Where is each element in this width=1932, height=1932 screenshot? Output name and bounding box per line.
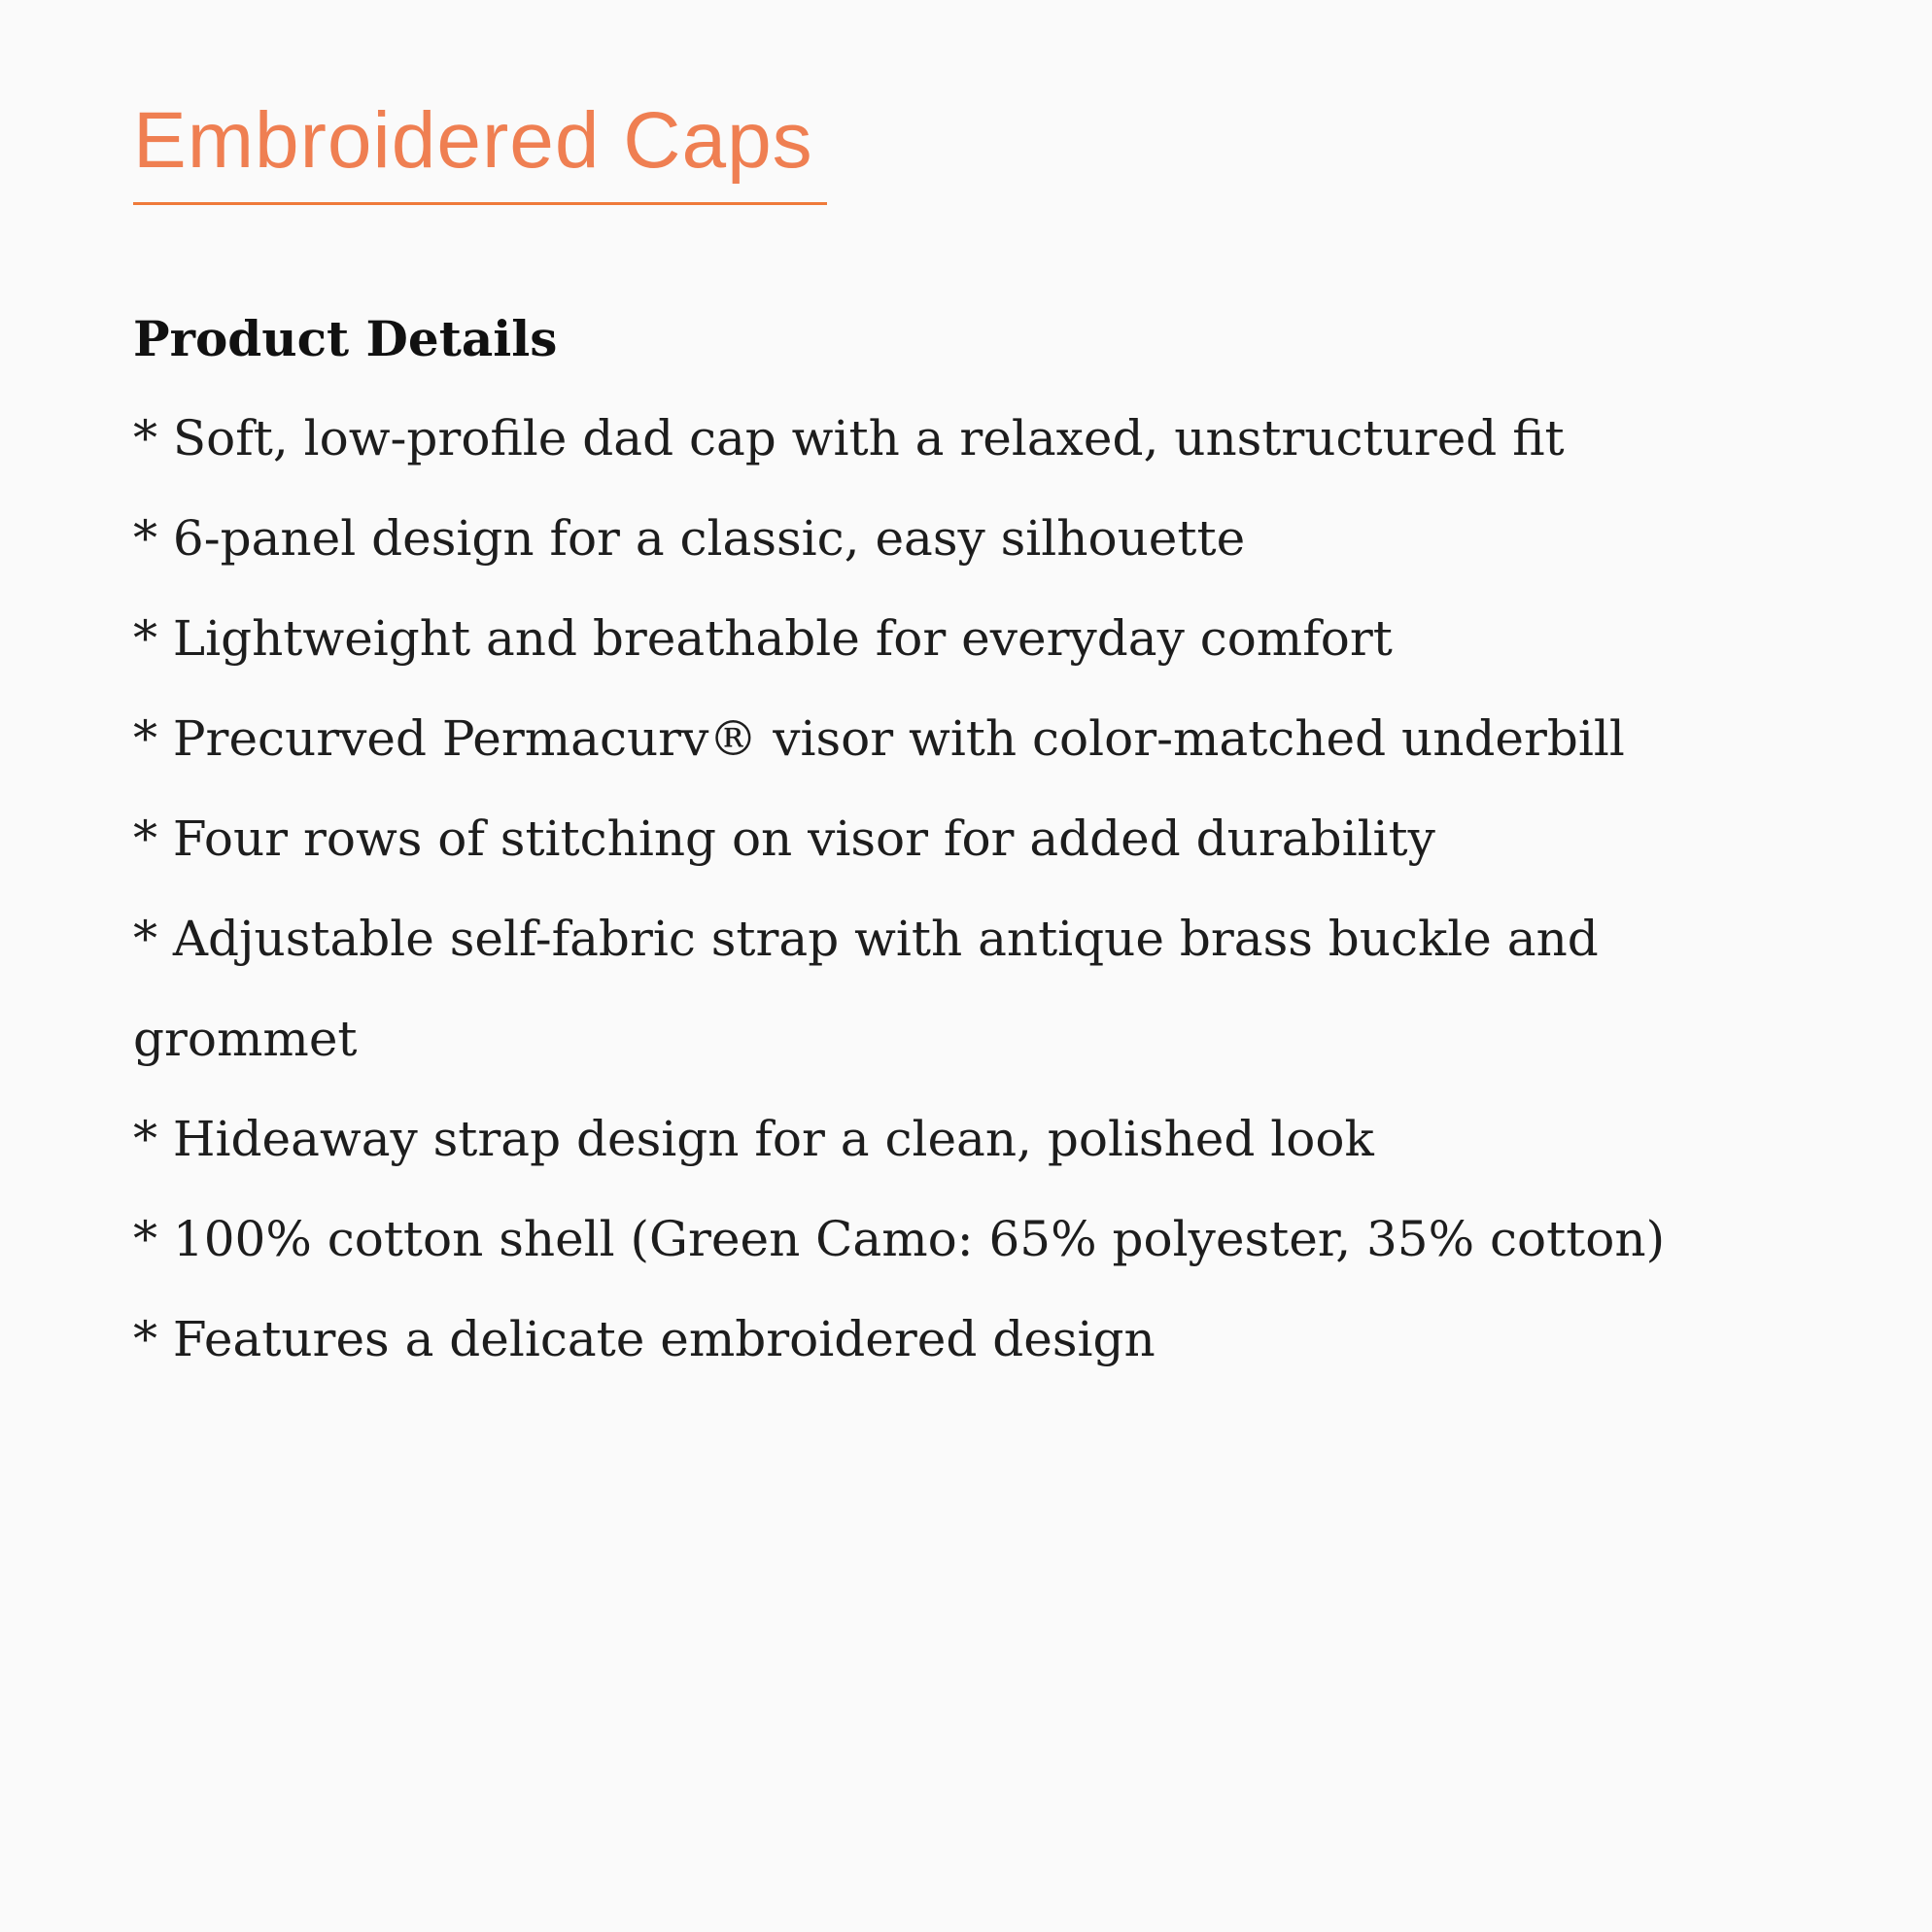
title-underline-block <box>133 97 827 205</box>
bullet-item-precurved-visor: * Precurved Permacurv® visor with color-matched underbill <box>133 710 1625 768</box>
page-title: Embroidered Caps <box>133 96 813 185</box>
product-details-list <box>133 389 1688 1390</box>
bullet-item-soft-fit: * Soft, low-profile dad cap with a relaxed, unstructured fit <box>133 410 1565 467</box>
product-details-section <box>133 289 1805 1390</box>
bullet-item-material: * 100% cotton shell (Green Camo: 65% polyester, 35% cotton) <box>133 1211 1666 1268</box>
bullet-item-embroidery: * Features a delicate embroidered design <box>133 1311 1156 1368</box>
bullet-item-hideaway-strap: * Hideaway strap design for a clean, polished look <box>133 1111 1374 1168</box>
bullet-item-lightweight: * Lightweight and breathable for everyday comfort <box>133 610 1393 668</box>
product-content <box>133 97 1805 1390</box>
product-details-heading: Product Details <box>133 310 558 368</box>
bullet-item-adjustable-strap: * Adjustable self-fabric strap with antique brass buckle and grommet <box>133 911 1599 1068</box>
bullet-item-six-panel: * 6-panel design for a classic, easy silhouette <box>133 510 1246 568</box>
bullet-item-stitching: * Four rows of stitching on visor for added durability <box>133 811 1435 868</box>
